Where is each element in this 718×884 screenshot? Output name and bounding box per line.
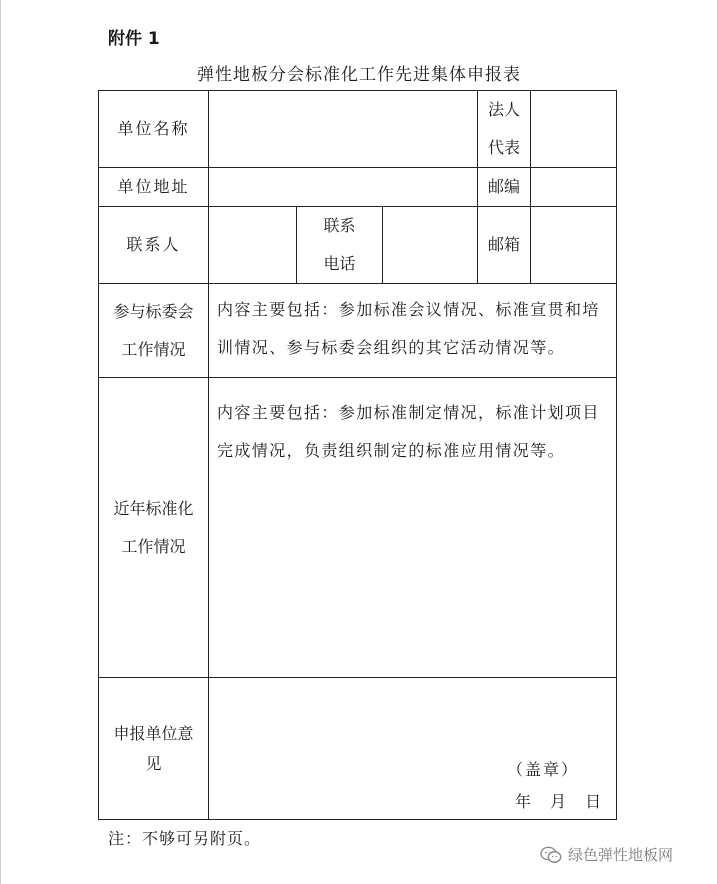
contact-label: 联系人 <box>99 207 209 284</box>
recent-label-line2: 工作情况 <box>121 536 186 556</box>
application-form <box>98 90 617 820</box>
phone-field[interactable] <box>383 207 478 284</box>
postcode-label: 邮编 <box>478 168 531 207</box>
email-label: 邮箱 <box>478 207 531 284</box>
legal-rep-label <box>478 91 531 168</box>
unit-address-label: 单位地址 <box>99 168 209 207</box>
opinion-label-line2: 见 <box>145 753 162 773</box>
contact-field[interactable] <box>209 207 297 284</box>
opinion-field[interactable] <box>209 678 617 820</box>
unit-name-label: 单位名称 <box>99 91 209 168</box>
wechat-icon <box>540 846 562 864</box>
footnote: 注：不够可另附页。 <box>108 829 262 848</box>
opinion-label <box>99 678 209 820</box>
phone-label <box>297 207 383 284</box>
legal-rep-field[interactable] <box>531 91 617 168</box>
watermark <box>540 844 673 865</box>
form-title: 弹性地板分会标准化工作先进集体申报表 <box>197 65 521 85</box>
date-label: 年 月 日 <box>515 792 602 811</box>
committee-label-line1: 参与标委会 <box>113 301 194 321</box>
legal-rep-label-line1: 法人 <box>488 100 521 119</box>
unit-name-field[interactable] <box>209 91 478 168</box>
attachment-label: 附件 1 <box>108 29 160 49</box>
phone-label-line1: 联系 <box>323 216 356 235</box>
committee-label <box>99 284 209 378</box>
opinion-label-line1: 申报单位意 <box>113 723 194 743</box>
unit-address-field[interactable] <box>209 168 478 207</box>
recent-content[interactable]: 内容主要包括：参加标准制定情况，标准计划项目完成情况，负责组织制定的标准应用情况等。 <box>209 378 617 678</box>
committee-content[interactable]: 内容主要包括：参加标准会议情况、标准宣贯和培训情况、参与标委会组织的其它活动情况等。 <box>209 284 617 378</box>
legal-rep-label-line2: 代表 <box>488 138 521 157</box>
page-edge-left <box>0 0 1 884</box>
committee-label-line2: 工作情况 <box>121 339 186 359</box>
recent-label <box>99 378 209 678</box>
phone-label-line2: 电话 <box>323 254 356 273</box>
seal-label: （盖章） <box>507 760 580 779</box>
watermark-text: 绿色弹性地板网 <box>568 846 674 864</box>
postcode-field[interactable] <box>531 168 617 207</box>
recent-label-line1: 近年标准化 <box>113 498 194 518</box>
email-field[interactable] <box>531 207 617 284</box>
